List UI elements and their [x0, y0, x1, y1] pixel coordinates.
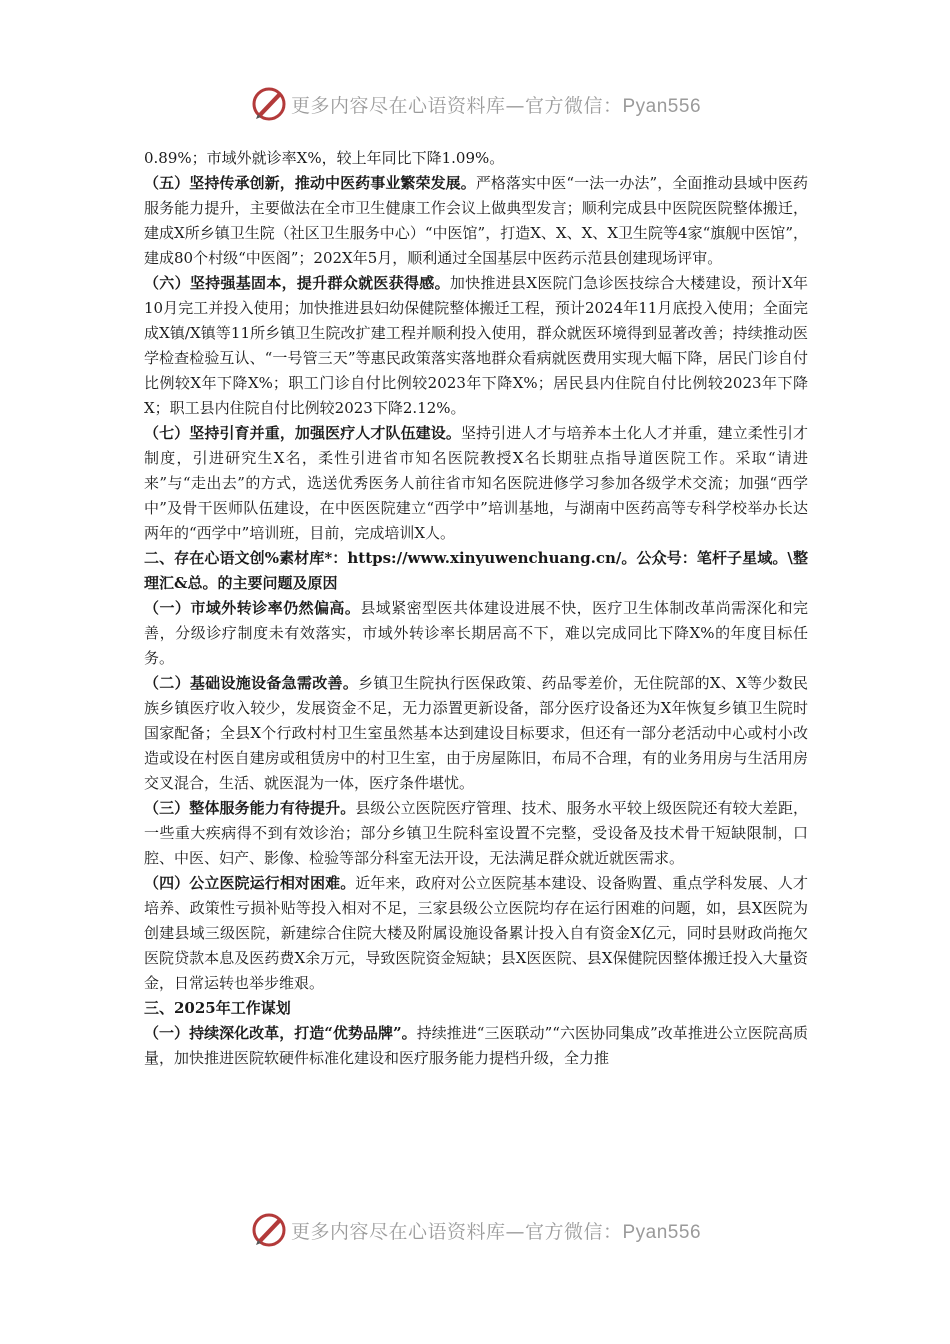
section-heading-3: 三、2025年工作谋划: [144, 999, 291, 1017]
pen-logo-icon: [249, 1210, 289, 1250]
paragraph-6-grassroots: （六）坚持强基固本，提升群众就医获得感。加快推进县X医院门急诊医技综合大楼建设，预计X年10月完工并投入使用；加快推进县妇幼保健院整体搬迁工程，预计2024年11月底投入使用；全面完成X镇/X镇等11所乡镇卫生院改扩建工程并顺利投入使用，群众就医环境得到显著改善；持续推动医学检查检验互认、“一号管三天”等惠民政策落实落地群众看病就医费用实现大幅下降，居民门诊自付比例较X年下降X%；职工门诊自付比例较2023年下降X%；居民县内住院自付比例较2023年下降X；职工县内住院自付比例较2023下降2.12%。: [144, 274, 808, 417]
plan-1: （一）持续深化改革，打造“优势品牌”。持续推进“三医联动”“六医协同集成”改革推进公立医院高质量，加快推进医院软硬件标准化建设和医疗服务能力提档升级，全力推: [144, 1024, 808, 1067]
problem-2: （二）基础设施设备急需改善。乡镇卫生院执行医保政策、药品零差价，无住院部的X、X等少数民族乡镇医疗收入较少，发展资金不足，无力添置更新设备，部分医疗设备还为X年恢复乡镇卫生院时国家配备；全县X个行政村村卫生室虽然基本达到建设目标要求，但还有一部分老活动中心或村小改造或设在村医自建房或租赁房中的村卫生室，由于房屋陈旧，布局不合理，有的业务用房与生活用房交叉混合，生活、就医混为一体，医疗条件堪忧。: [144, 674, 808, 792]
problem-4: （四）公立医院运行相对困难。近年来，政府对公立医院基本建设、设备购置、重点学科发展、人才培养、政策性亏损补贴等投入相对不足，三家县级公立医院均存在运行困难的问题，如，县X医院为创建县域三级医院，新建综合住院大楼及附属设施设备累计投入自有资金X亿元，同时县财政尚拖欠医院贷款本息及医药费X余万元，导致医院资金短缺；县X医医院、县X保健院因整体搬迁投入大量资金，日常运转也举步维艰。: [144, 874, 808, 992]
paragraph-5-tcm: （五）坚持传承创新，推动中医药事业繁荣发展。严格落实中医“一法一办法”，全面推动县域中医药服务能力提升，主要做法在全市卫生健康工作会议上做典型发言；顺利完成县中医院医院整体搬迁，建成X所乡镇卫生院（社区卫生服务中心）“中医馆”，打造X、X、X、X卫生院等4家“旗舰中医馆”，建成80个村级“中医阁”；202X年5月，顺利通过全国基层中医药示范县创建现场评审。: [144, 174, 808, 267]
paragraph-0: 0.89%；市域外就诊率X%，较上年同比下降1.09%。: [144, 149, 505, 167]
footer-banner-text: 更多内容尽在心语资料库—官方微信：Pyan556: [290, 1220, 702, 1243]
header-banner: [0, 84, 950, 124]
document-body: [144, 146, 808, 1071]
pen-logo-icon: [249, 84, 289, 124]
paragraph-7-talent: （七）坚持引育并重，加强医疗人才队伍建设。坚持引进人才与培养本土化人才并重，建立柔性引才制度，引进研究生X名，柔性引进省市知名医院教授X名长期驻点指导道医院工作。采取“请进来”与“走出去”的方式，选送优秀医务人前往省市知名医院进修学习参加各级学术交流；加强“西学中”及骨干医师队伍建设，在中医医院建立“西学中”培训基地，与湖南中医药高等专科学校举办长达两年的“西学中”培训班，目前，完成培训X人。: [144, 424, 808, 542]
section-heading-2: 二、存在心语文创%素材库*：https://www.xinyuwenchuang.cn/。公众号：笔杆子星域。\整理汇&总。的主要问题及原因: [144, 549, 808, 592]
footer-banner: [0, 1210, 950, 1250]
header-banner-text: 更多内容尽在心语资料库—官方微信：Pyan556: [290, 94, 702, 117]
problem-3: （三）整体服务能力有待提升。县级公立医院医疗管理、技术、服务水平较上级医院还有较大差距，一些重大疾病得不到有效诊治；部分乡镇卫生院科室设置不完整，受设备及技术骨干短缺限制，口腔、中医、妇产、影像、检验等部分科室无法开设，无法满足群众就近就医需求。: [144, 799, 808, 867]
problem-1: （一）市域外转诊率仍然偏高。县域紧密型医共体建设进展不快，医疗卫生体制改革尚需深化和完善，分级诊疗制度未有效落实，市域外转诊率长期居高不下，难以完成同比下降X%的年度目标任务。: [144, 599, 808, 667]
